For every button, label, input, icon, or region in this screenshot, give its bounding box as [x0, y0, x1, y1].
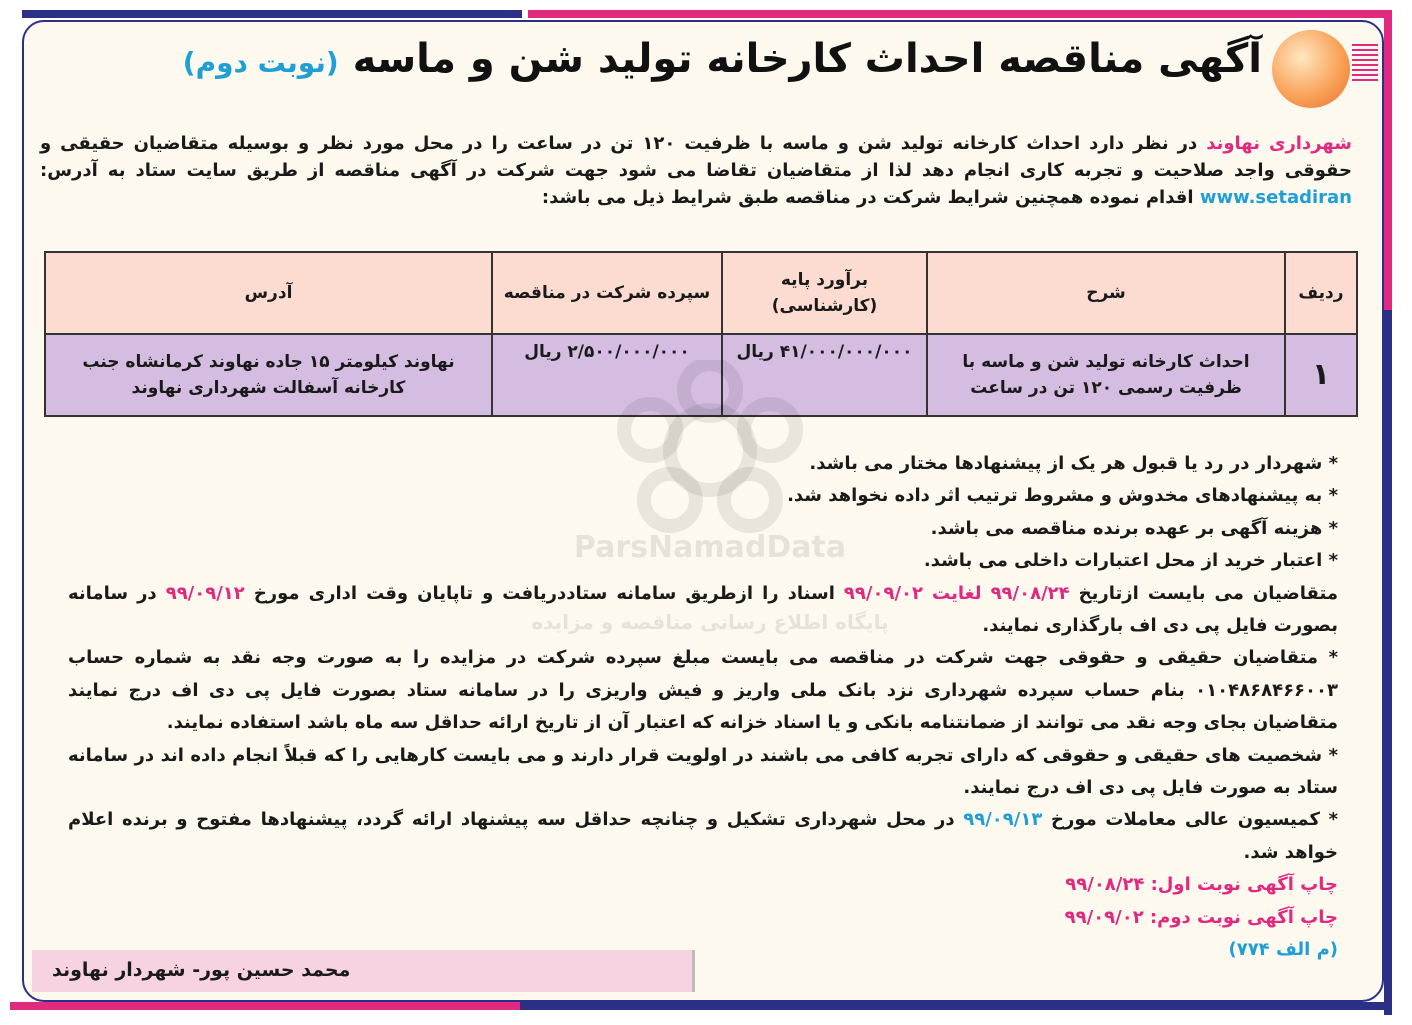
condition-6: * متقاضیان حقیقی و حقوقی جهت شرکت در مناقصه می بایست مبلغ سپرده شرکت در مزایده را به صورت وجه نقد به شماره حساب ۰۱۰۴۸۶۸۴۶۶۰۰۳ بنام حساب سپرده شهرداری نزد بانک ملی واریز و فیش واریزی را در سامانه ستاد بصورت فایل پی دی اف درج نمایند متقاضیان بجای وجه نقد می توانند از ضمانتنامه بانکی و یا اسناد خزانه که اعتبار آن از تاریخ ارائه حداقل سه ماه باشد استفاده نمایند. [68, 647, 1338, 734]
conditions-list [68, 448, 1338, 967]
row-num: ۱ [1285, 334, 1357, 416]
orange-orb-icon [1272, 30, 1350, 108]
website-link[interactable]: www.setadiran [1199, 187, 1352, 208]
title-main: آگهی مناقصه احداث کارخانه تولید شن و ماسه [352, 36, 1262, 82]
intro-text-2: اقدام نموده همچنین شرایط شرکت در مناقصه طبق شرایط ذیل می باشد: [541, 187, 1200, 208]
tender-table [44, 251, 1358, 417]
condition-8-text-b: در محل شهرداری تشکیل و چنانچه حداقل سه پیشنهاد ارائه گردد، پیشنهادها مفتوح و برنده اعلام خواهد شد. [68, 809, 1338, 863]
condition-5-text-b: لغایت [923, 582, 991, 604]
row-address-line-2: کارخانه آسفالت شهرداری نهاوند [131, 378, 406, 398]
condition-7: * شخصیت های حقیقی و حقوقی که دارای تجربه کافی می باشند در اولویت قرار دارند و می بایست کارهایی را که قبلاً انجام داده اند در سامانه ستاد به صورت فایل پی دی اف درج نمایند. [68, 744, 1338, 799]
condition-5-date-start: ۹۹/۰۸/۲۴ [990, 582, 1070, 604]
signature-text: محمد حسین پور- شهردار نهاوند [52, 959, 351, 981]
top-bar-magenta [528, 10, 1390, 18]
right-bar-navy [1384, 310, 1392, 1015]
row-address-line-1: نهاوند کیلومتر ۱۵ جاده نهاوند کرمانشاه جنب [82, 352, 455, 372]
intro-paragraph [40, 130, 1352, 211]
condition-5-date-deadline: ۹۹/۰۹/۱۲ [165, 582, 245, 604]
row-desc-line-1: احداث کارخانه تولید شن و ماسه با [962, 352, 1250, 372]
intro-org: شهرداری نهاوند [1206, 133, 1352, 154]
condition-5-text-c: اسناد را ازطریق سامانه ستاددریافت و تاپایان وقت اداری مورخ [244, 582, 844, 604]
bottom-bar-magenta [10, 1002, 520, 1010]
signature-box [32, 950, 695, 992]
condition-4: * اعتبار خرید از محل اعتبارات داخلی می باشد. [923, 550, 1338, 572]
right-bar-magenta [1384, 10, 1392, 310]
condition-3: * هزینه آگهی بر عهده برنده مناقصه می باشد. [930, 517, 1338, 539]
top-bar-navy [22, 10, 522, 18]
row-desc-line-2: ظرفیت رسمی ۱۲۰ تن در ساعت [970, 378, 1242, 398]
condition-2: * به پیشنهادهای مخدوش و مشروط ترتیب اثر داده نخواهد شد. [787, 485, 1338, 507]
header-estimate-label: برآورد پایه [780, 270, 869, 290]
condition-5-date-end: ۹۹/۰۹/۰۲ [843, 582, 923, 604]
row-estimate: ۴۱/۰۰۰/۰۰۰/۰۰۰ ریال [722, 334, 927, 416]
header-estimate-sub: (کارشناسی) [771, 296, 878, 316]
condition-1: * شهردار در رد یا قبول هر یک از پیشنهادها مختار می باشد. [809, 453, 1338, 474]
condition-8-date: ۹۹/۰۹/۱۳ [963, 809, 1043, 831]
stripes-icon [1352, 44, 1378, 84]
intro-text-1: در نظر دارد احداث کارخانه تولید شن و ماسه با ظرفیت ۱۲۰ تن در ساعت را در محل مورد نظر و بوسیله متقاضیان حقیقی و حقوقی واجد صلاحیت و تجربه کاری انجام دهد لذا از متقاضیان تقاضا می شود جهت شرکت در آگهی مناقصه از طریق سایت ستاد به آدرس: [40, 133, 1352, 181]
print-date-first: چاپ آگهی نوبت اول: ۹۹/۰۸/۲۴ [1065, 874, 1338, 896]
condition-5-text-d: در سامانه بصورت فایل پی دی اف بارگذاری نمایند. [68, 582, 1338, 637]
condition-5 [68, 578, 1338, 643]
row-address [45, 334, 492, 416]
header-address: آدرس [45, 252, 492, 334]
header-deposit: سپرده شرکت در مناقصه [492, 252, 722, 334]
condition-8-text-a: * کمیسیون عالی معاملات مورخ [1042, 809, 1339, 831]
title-round: (نوبت دوم) [182, 46, 339, 79]
bottom-bar-navy [520, 1002, 1390, 1010]
header-row-num: ردیف [1285, 252, 1357, 334]
page-title [183, 36, 1262, 82]
condition-8 [68, 804, 1338, 869]
header-desc: شرح [927, 252, 1285, 334]
table-header-row [45, 252, 1357, 334]
row-desc [927, 334, 1285, 416]
condition-5-text-a: متقاضیان می بایست ازتاریخ [1069, 582, 1338, 604]
print-date-second: چاپ آگهی نوبت دوم: ۹۹/۰۹/۰۲ [1064, 906, 1338, 928]
header-estimate [722, 252, 927, 334]
row-deposit: ۲/۵۰۰/۰۰۰/۰۰۰ ریال [492, 334, 722, 416]
notice-code: (م الف ۷۷۴) [1228, 939, 1338, 961]
table-row [45, 334, 1357, 416]
